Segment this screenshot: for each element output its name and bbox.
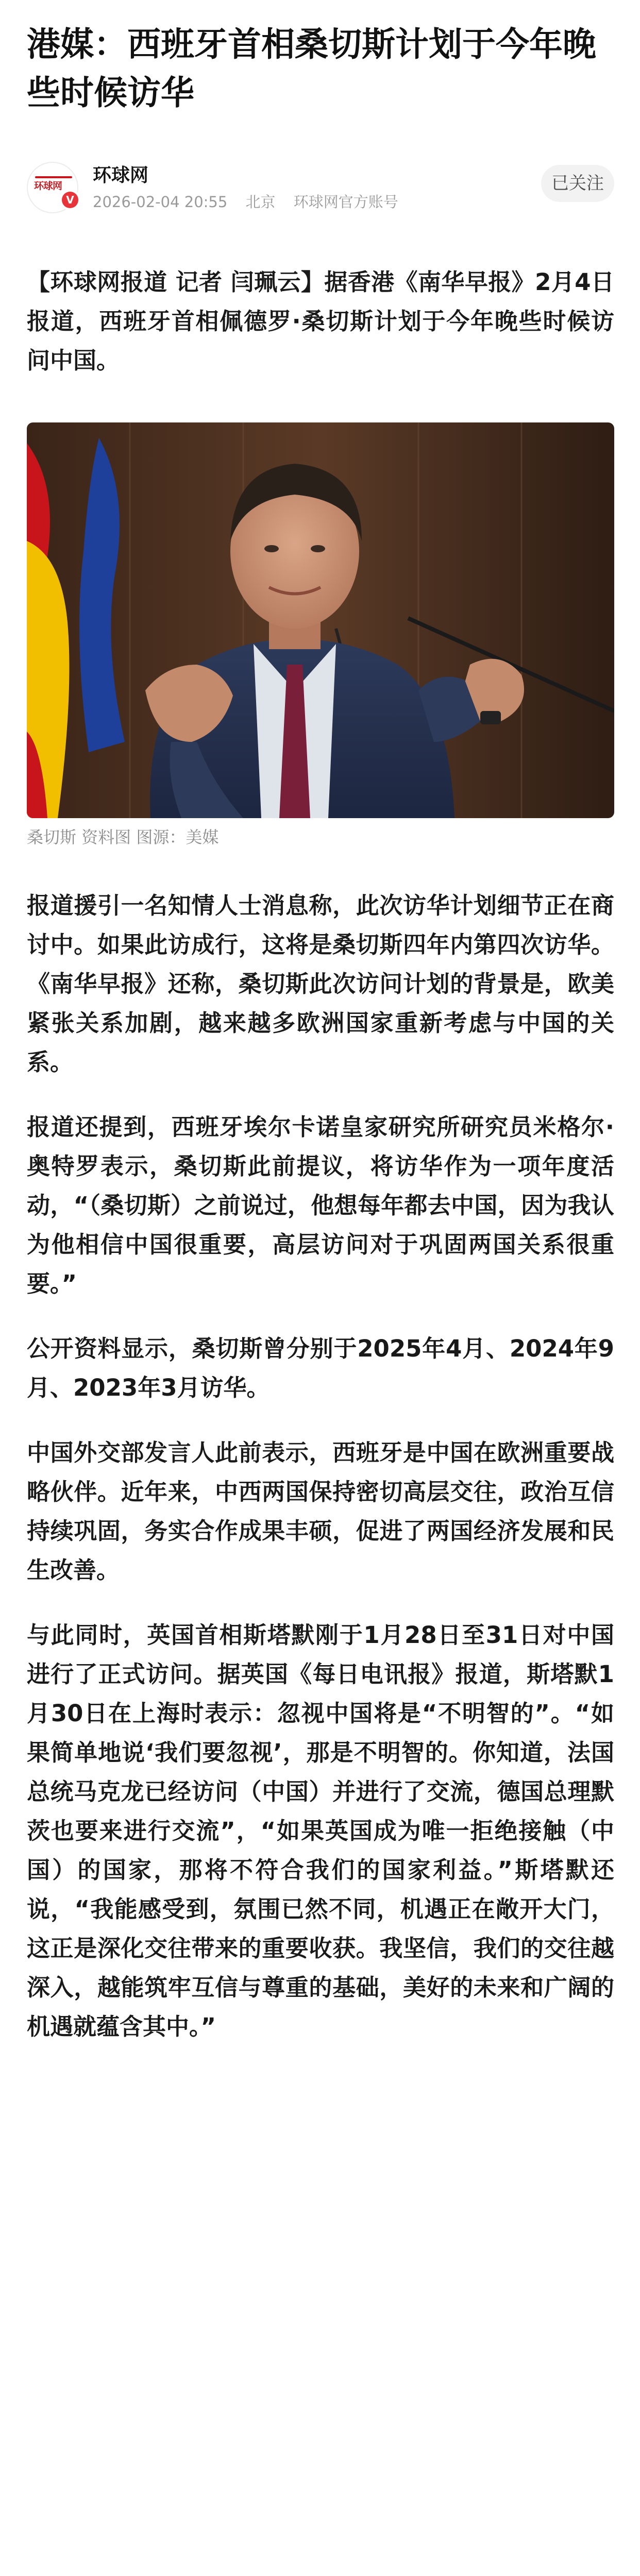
article-lead — [27, 263, 614, 406]
verified-badge-icon — [60, 190, 80, 210]
body-paragraph: 公开资料显示，桑切斯曾分别于2025年4月、2024年9月、2023年3月访华。 — [27, 1335, 614, 1401]
lead-paragraph: 【环球网报道 记者 闫珮云】据香港《南华早报》2月4日报道，西班牙首相佩德罗·桑切斯计划于今年晚些时候访问中国。 — [27, 268, 614, 374]
publish-date: 2026-02-04 20:55 — [93, 193, 228, 211]
avatar-logo-text: 环球网 — [34, 180, 62, 192]
body-paragraph: 报道援引一名知情人士消息称，此次访华计划细节正在商讨中。如果此访成行，这将是桑切斯四年内第四次访华。《南华早报》还称，桑切斯此次访问计划的背景是，欧美紧张关系加剧，越来越多欧洲国家重新考虑与中国的关系。 — [27, 892, 614, 1076]
article-body — [27, 886, 614, 2072]
follow-button[interactable]: 已关注 — [541, 165, 614, 202]
article-title: 港媒：西班牙首相桑切斯计划于今年晚些时候访华 — [27, 25, 597, 112]
author-bar — [27, 155, 614, 211]
article-photo[interactable] — [27, 422, 614, 818]
photo-caption: 桑切斯 资料图 图源：美媒 — [27, 827, 219, 847]
speaker-photo-icon — [27, 422, 614, 818]
body-paragraph: 报道还提到，西班牙埃尔卡诺皇家研究所研究员米格尔·奥特罗表示，桑切斯此前提议，将访华作为一项年度活动，“（桑切斯）之前说过，他想每年都去中国，因为我认为他相信中国很重要，高层访问对于巩固两国关系很重要。” — [27, 1113, 614, 1297]
publish-location: 北京 — [245, 193, 276, 211]
body-paragraph: 中国外交部发言人此前表示，西班牙是中国在欧洲重要战略伙伴。近年来，中西两国保持密切高层交往，政治互信持续巩固，务实合作成果丰硕，促进了两国经济发展和民生改善。 — [27, 1439, 614, 1584]
author-name[interactable]: 环球网 — [93, 165, 149, 186]
verified-badge-text: V — [62, 192, 78, 208]
article-meta — [93, 191, 412, 212]
body-paragraph: 与此同时，英国首相斯塔默刚于1月28日至31日对中国进行了正式访问。据英国《每日电讯报》报道，斯塔默1月30日在上海时表示：忽视中国将是“不明智的”。“如果简单地说‘我们要忽视’，那是不明智的。你知道，法国总统马克龙已经访问（中国）并进行了交流，德国总理默茨也要来进行交流”，“如果英国成为唯一拒绝接触（中国）的国家，那将不符合我们的国家利益。”斯塔默还说，“我能感受到，氛围已然不同，机遇正在敞开大门，这正是深化交往带来的重要收获。我坚信，我们的交往越深入，越能筑牢互信与尊重的基础，美好的未来和广阔的机遇就蕴含其中。” — [27, 1621, 614, 2040]
account-type: 环球网官方账号 — [293, 193, 398, 211]
